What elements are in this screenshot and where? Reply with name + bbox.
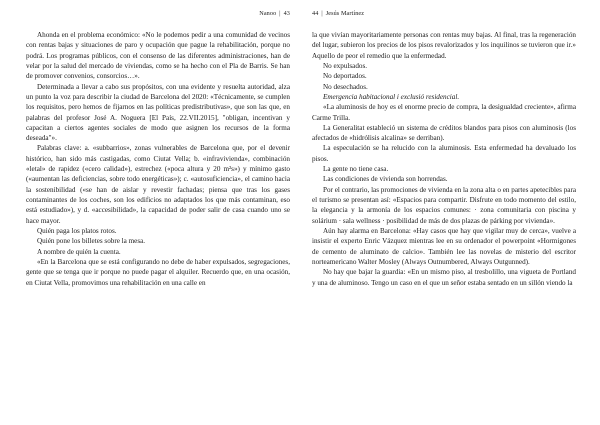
- paragraph: La especulación se ha relucido con la aluminosis. Esta enfermedad ha devaluado los pisos.: [312, 144, 576, 163]
- paragraph: la que vivían mayoritariamente personas con rentas muy bajas. Al final, tras la regeneración del lugar, subieron los precios de los pisos revalorizados y los inquilinos se tuvieron que ir.» Aquello de peor el remedio que la enfermedad.: [312, 31, 576, 60]
- paragraph: A nombre de quién la cuenta.: [37, 247, 121, 256]
- paragraph: La gente no tiene casa.: [323, 165, 389, 174]
- right-page-body: [312, 30, 576, 288]
- header-separator: |: [321, 10, 323, 17]
- paragraph: Quién paga los platos rotos.: [37, 226, 117, 235]
- left-page: [26, 0, 290, 425]
- left-page-body: [26, 30, 290, 288]
- header-separator: |: [279, 10, 281, 17]
- right-page: [312, 0, 576, 425]
- paragraph: «En la Barcelona que se está configurando no debe de haber expulsados, segregaciones, gente que se tenga que ir porque no puede pagar el alquiler. Recuerdo que, en una ocasión, en Ciutat Vella, promovimos una rehabilitación en una calle en: [26, 257, 290, 287]
- left-running-header: [259, 10, 290, 17]
- paragraph: Quién pone los billetes sobre la mesa.: [37, 237, 146, 246]
- paragraph: No desechados.: [323, 82, 368, 91]
- paragraph: No hay que bajar la guardia: «En un mismo piso, al tresbolillo, una vigueta de Portland y una de aluminoso. Tengo un caso en el que un señor estaba sentado en un sillón viendo la: [312, 268, 576, 287]
- paragraph: «La aluminosis de hoy es el enorme precio de compra, la desigualdad creciente», afirma Carme Trilla.: [312, 103, 576, 122]
- paragraph: Palabras clave: a. «subbarrios», zonas vulnerables de Barcelona que, por el devenir histórico, han sido más castigadas, como Ciutat Vella; b. «infravivienda», combinación «letal» de rapidez («cero calidad»), estrechez («poca altura y 20 m²s») y mínimo gasto («aumentan las deficiencias, sobre todo energéticas»); c. «autosuficiencia», el camino hacia la sostenibilidad («se han de aislar y revestir fachadas; piensa que tras los gases contaminantes de los coches, son los edificios no adaptados los que más contaminan, eso está estudiado»), y d. «accesibilidad», la capacidad de poder salir de casa cuando uno se hace mayor.: [26, 144, 290, 225]
- paragraph: Determinada a llevar a cabo sus propósitos, con una evidente y resuelta autoridad, alza un punto la voz para describir la ciudad de Barcelona del 2020: «Técnicamente, se cumplen los requisitos, pero hemos de fijarnos en las políticas predistributivas», que son las que, en palabras del profesor José A. Noguera [El País, 22.VII.2015], "obligan, incentivan y capacitan a ciertos agentes sociales de modo que asignen los recursos de la forma deseada"».: [26, 82, 290, 143]
- paragraph: Las condiciones de vivienda son horrendas.: [323, 175, 448, 184]
- right-running-header: [312, 10, 364, 17]
- running-head-title: Nanoo: [259, 10, 277, 17]
- page-number: 44: [312, 10, 319, 17]
- paragraph: La Generalitat estableció un sistema de créditos blandos para pisos con aluminosis (los afectados de «hidrólisis alcalina» se derriban).: [312, 123, 576, 143]
- paragraph: Emergencia habitacional i exclusió residencial.: [323, 92, 460, 101]
- running-head-author: Jesús Martínez: [325, 10, 365, 17]
- paragraph: Por el contrario, las promociones de vivienda en la zona alta o en partes apetecibles para el turismo se presentan así: «Espacios para compartir. Disfrute en todo momento del estilo, la elegancia y la armonía de los espacios comunes: · zona comunitaria con piscina y solárium · sala wellness · posibilidad de más de dos plazas de párking por vivienda».: [312, 185, 576, 225]
- paragraph: Aún hay alarma en Barcelona: «Hay casos que hay que vigilar muy de cerca», vuelve a insistir el experto Enric Vázquez mientras lee en su ordenador el powerpoint «Hormigones de cemento de aluminato de calcio». También lee las novelas de misterio del escritor norteamericano Walter Mosley (Always Outnumbered, Always Outgunned).: [312, 226, 576, 266]
- paragraph: No deportados.: [323, 72, 367, 81]
- page-number: 43: [283, 10, 290, 17]
- paragraph: No expulsados.: [323, 61, 368, 70]
- paragraph: Ahonda en el problema económico: «No le podemos pedir a una comunidad de vecinos con rentas bajas y situaciones de paro y ocupación que pague la rehabilitación, porque no podrá. Los programas públicos, con el consenso de las diferentes administraciones, han de velar por la salud del mercado de viviendas, como se ha hecho con el Pla de Barris. Se han de promover convenios, consorcios…».: [26, 31, 290, 81]
